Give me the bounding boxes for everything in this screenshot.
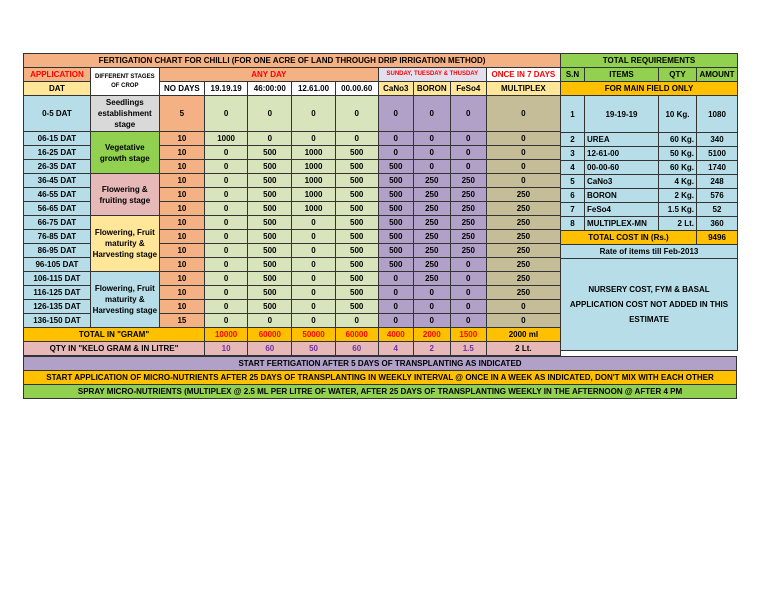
header-col: CaNo3	[378, 82, 413, 96]
cell: 0	[335, 132, 378, 146]
cell: 0	[205, 202, 248, 216]
row-dat: 16-25 DAT	[24, 146, 91, 160]
header-col: FeSo4	[450, 82, 486, 96]
header-no-days: NO DAYS	[159, 82, 204, 96]
cell: 0	[205, 188, 248, 202]
header-any-day: ANY DAY	[159, 68, 378, 82]
cell: 250	[413, 244, 450, 258]
cell: 0	[486, 132, 560, 146]
total-kg-cell: 1.5	[450, 342, 486, 356]
req-amount: 5100	[697, 147, 738, 161]
cell: 500	[378, 202, 413, 216]
cell: 500	[335, 286, 378, 300]
rate-note: Rate of items till Feb-2013	[561, 245, 738, 259]
cell: 0	[335, 314, 378, 328]
req-sn: 3	[561, 147, 585, 161]
req-sn: 5	[561, 175, 585, 189]
cell: 1000	[292, 160, 335, 174]
footer-note: SPRAY MICRO-NUTRIENTS (MULTIPLEX @ 2.5 ML PER LITRE OF WATER, AFTER 25 DAYS OF TRANSPLANTING WEEKLY IN THE AFTERNOON @ AFTER 4 PM	[24, 385, 737, 399]
total-cost-label: TOTAL COST IN (Rs.)	[561, 231, 697, 245]
req-qty: 60 Kg.	[659, 161, 697, 175]
row-days: 15	[159, 314, 204, 328]
row-dat: 136-150 DAT	[24, 314, 91, 328]
header-once-in-7-days: ONCE IN 7 DAYS	[486, 68, 560, 82]
cell: 0	[205, 286, 248, 300]
cell: 1000	[292, 174, 335, 188]
row-days: 10	[159, 258, 204, 272]
cell: 250	[450, 202, 486, 216]
cell: 250	[486, 244, 560, 258]
cell: 0	[413, 160, 450, 174]
req-qty: 2 Kg.	[659, 189, 697, 203]
req-item: FeSo4	[585, 203, 659, 217]
total-gram-cell: 10000	[205, 328, 248, 342]
cell: 500	[335, 300, 378, 314]
cell: 500	[335, 216, 378, 230]
req-item: MULTIPLEX-MN	[585, 217, 659, 231]
total-kg-cell: 4	[378, 342, 413, 356]
stage-cell: Flowering & fruiting stage	[90, 174, 159, 216]
cell: 0	[205, 216, 248, 230]
req-col-items: ITEMS	[585, 68, 659, 82]
cell: 0	[292, 286, 335, 300]
cell: 500	[378, 174, 413, 188]
cell: 0	[292, 314, 335, 328]
row-days: 10	[159, 132, 204, 146]
stage-cell: Flowering, Fruit maturity & Harvesting stage	[90, 272, 159, 328]
cell: 0	[292, 230, 335, 244]
cell: 250	[450, 216, 486, 230]
req-item: BORON	[585, 189, 659, 203]
req-amount: 248	[697, 175, 738, 189]
header-col: 00.00.60	[335, 82, 378, 96]
chart-title: FERTIGATION CHART FOR CHILLI (FOR ONE ACRE OF LAND THROUGH DRIP IRRIGATION METHOD)	[24, 54, 561, 68]
cell: 250	[450, 230, 486, 244]
cell: 500	[378, 160, 413, 174]
cell: 500	[378, 230, 413, 244]
req-amount: 576	[697, 189, 738, 203]
req-qty: 10 Kg.	[659, 96, 697, 133]
cell: 250	[486, 188, 560, 202]
row-days: 10	[159, 160, 204, 174]
cell: 0	[378, 96, 413, 132]
total-kg-label: QTY IN "KELO GRAM & IN LITRE"	[24, 342, 205, 356]
cell: 250	[450, 174, 486, 188]
requirements-title: TOTAL REQUIREMENTS	[561, 54, 738, 68]
cell: 0	[378, 314, 413, 328]
req-col-qty: QTY	[659, 68, 697, 82]
cell: 0	[292, 244, 335, 258]
cell: 0	[292, 132, 335, 146]
cell: 250	[413, 230, 450, 244]
cell: 250	[450, 244, 486, 258]
req-amount: 360	[697, 217, 738, 231]
row-days: 5	[159, 96, 204, 132]
total-gram-cell: 1500	[450, 328, 486, 342]
row-dat: 116-125 DAT	[24, 286, 91, 300]
cell: 500	[335, 244, 378, 258]
cell: 500	[335, 202, 378, 216]
cell: 0	[205, 96, 248, 132]
cell: 0	[205, 174, 248, 188]
req-col-amount: AMOUNT	[697, 68, 738, 82]
cell: 1000	[292, 146, 335, 160]
cell: 250	[486, 230, 560, 244]
cell: 500	[248, 286, 292, 300]
cell: 0	[248, 314, 292, 328]
cell: 0	[292, 216, 335, 230]
requirements-table	[560, 53, 738, 351]
cell: 500	[248, 272, 292, 286]
cell: 500	[378, 216, 413, 230]
cell: 0	[205, 258, 248, 272]
row-days: 10	[159, 188, 204, 202]
row-dat: 106-115 DAT	[24, 272, 91, 286]
cell: 500	[335, 160, 378, 174]
req-amount: 340	[697, 133, 738, 147]
cell: 250	[413, 174, 450, 188]
cell: 0	[205, 160, 248, 174]
cell: 0	[205, 272, 248, 286]
cell: 0	[486, 300, 560, 314]
req-sn: 1	[561, 96, 585, 133]
header-col: MULTIPLEX	[486, 82, 560, 96]
row-days: 10	[159, 202, 204, 216]
cell: 0	[450, 160, 486, 174]
total-gram-cell: 60000	[335, 328, 378, 342]
cell: 250	[486, 216, 560, 230]
cell: 250	[486, 202, 560, 216]
header-col: 46:00:00	[248, 82, 292, 96]
cell: 0	[413, 132, 450, 146]
cell: 0	[486, 146, 560, 160]
cell: 500	[248, 160, 292, 174]
row-dat: 36-45 DAT	[24, 174, 91, 188]
cell: 0	[205, 146, 248, 160]
total-kg-cell: 2	[413, 342, 450, 356]
cell: 500	[335, 188, 378, 202]
req-item: 12-61-00	[585, 147, 659, 161]
cell: 0	[292, 258, 335, 272]
total-gram-cell: 4000	[378, 328, 413, 342]
cell: 500	[248, 216, 292, 230]
cell: 0	[413, 146, 450, 160]
req-sn: 2	[561, 133, 585, 147]
req-amount: 1080	[697, 96, 738, 133]
header-col: 19.19.19	[205, 82, 248, 96]
req-col-sn: S.N	[561, 68, 585, 82]
cell: 0	[413, 96, 450, 132]
fertigation-table	[23, 53, 561, 356]
total-kg-cell: 2 Lt.	[486, 342, 560, 356]
row-days: 10	[159, 230, 204, 244]
header-sun-tue-thu: SUNDAY, TUESDAY & THUSDAY	[378, 68, 486, 82]
row-days: 10	[159, 286, 204, 300]
cell: 0	[450, 314, 486, 328]
cell: 0	[413, 286, 450, 300]
req-qty: 50 Kg.	[659, 147, 697, 161]
header-different-stages: DIFFERENT STAGES OF CROP	[90, 68, 159, 96]
req-item: 00-00-60	[585, 161, 659, 175]
req-item: 19-19-19	[585, 96, 659, 133]
row-dat: 46-55 DAT	[24, 188, 91, 202]
stage-cell: Vegetative growth stage	[90, 132, 159, 174]
row-days: 10	[159, 300, 204, 314]
row-days: 10	[159, 244, 204, 258]
row-dat: 86-95 DAT	[24, 244, 91, 258]
cell: 250	[486, 272, 560, 286]
cell: 0	[450, 132, 486, 146]
row-dat: 66-75 DAT	[24, 216, 91, 230]
total-kg-cell: 10	[205, 342, 248, 356]
req-sn: 7	[561, 203, 585, 217]
cell: 0	[378, 272, 413, 286]
header-col: BORON	[413, 82, 450, 96]
cell: 0	[378, 146, 413, 160]
cell: 250	[413, 216, 450, 230]
row-days: 10	[159, 272, 204, 286]
req-qty: 4 Kg.	[659, 175, 697, 189]
row-days: 10	[159, 216, 204, 230]
row-dat: 0-5 DAT	[24, 96, 91, 132]
cell: 250	[486, 286, 560, 300]
total-kg-cell: 60	[248, 342, 292, 356]
cell: 0	[292, 96, 335, 132]
cell: 0	[205, 300, 248, 314]
cell: 0	[450, 258, 486, 272]
cell: 0	[486, 96, 560, 132]
req-qty: 60 Kg.	[659, 133, 697, 147]
cell: 0	[378, 300, 413, 314]
footer-notes	[23, 356, 737, 399]
cell: 0	[292, 300, 335, 314]
cell: 0	[378, 286, 413, 300]
cell: 0	[248, 96, 292, 132]
header-col: 12.61.00	[292, 82, 335, 96]
row-days: 10	[159, 146, 204, 160]
cell: 0	[413, 314, 450, 328]
cell: 500	[335, 146, 378, 160]
stage-cell: Flowering, Fruit maturity & Harvesting stage	[90, 216, 159, 272]
total-kg-cell: 50	[292, 342, 335, 356]
cell: 0	[450, 272, 486, 286]
cell: 0	[486, 314, 560, 328]
row-dat: 26-35 DAT	[24, 160, 91, 174]
cell: 250	[413, 258, 450, 272]
cell: 0	[248, 132, 292, 146]
total-gram-cell: 60000	[248, 328, 292, 342]
cell: 500	[248, 146, 292, 160]
cell: 500	[378, 258, 413, 272]
req-qty: 1.5 Kg.	[659, 203, 697, 217]
cell: 0	[292, 272, 335, 286]
cell: 250	[413, 202, 450, 216]
cell: 500	[378, 244, 413, 258]
cell: 1000	[205, 132, 248, 146]
cell: 500	[248, 188, 292, 202]
cell: 500	[378, 188, 413, 202]
total-gram-cell: 2000 ml	[486, 328, 560, 342]
stage-cell: Seedlings establishment stage	[90, 96, 159, 132]
cell: 500	[248, 202, 292, 216]
requirements-subtitle: FOR MAIN FIELD ONLY	[561, 82, 738, 96]
cell: 0	[413, 300, 450, 314]
cell: 0	[450, 286, 486, 300]
req-sn: 4	[561, 161, 585, 175]
header-application: APPLICATION	[24, 68, 91, 82]
cell: 0	[205, 314, 248, 328]
cell: 250	[450, 188, 486, 202]
req-item: CaNo3	[585, 175, 659, 189]
cell: 1000	[292, 188, 335, 202]
cell: 500	[335, 258, 378, 272]
row-dat: 06-15 DAT	[24, 132, 91, 146]
footer-note: START FERTIGATION AFTER 5 DAYS OF TRANSPLANTING AS INDICATED	[24, 357, 737, 371]
cell: 500	[248, 174, 292, 188]
cell: 0	[205, 230, 248, 244]
req-qty: 2 Lt.	[659, 217, 697, 231]
req-item: UREA	[585, 133, 659, 147]
req-sn: 6	[561, 189, 585, 203]
row-dat: 76-85 DAT	[24, 230, 91, 244]
req-amount: 1740	[697, 161, 738, 175]
cell: 500	[335, 230, 378, 244]
row-dat: 96-105 DAT	[24, 258, 91, 272]
estimate-note: NURSERY COST, FYM & BASAL APPLICATION COST NOT ADDED IN THIS ESTIMATE	[561, 259, 738, 351]
total-cost-value: 9496	[697, 231, 738, 245]
cell: 500	[248, 258, 292, 272]
cell: 0	[450, 300, 486, 314]
req-sn: 8	[561, 217, 585, 231]
cell: 0	[335, 96, 378, 132]
total-gram-label: TOTAL IN "GRAM"	[24, 328, 205, 342]
header-dat: DAT	[24, 82, 91, 96]
cell: 0	[205, 244, 248, 258]
cell: 250	[486, 258, 560, 272]
cell: 0	[486, 174, 560, 188]
cell: 0	[450, 146, 486, 160]
cell: 0	[378, 132, 413, 146]
cell: 500	[248, 244, 292, 258]
cell: 500	[335, 272, 378, 286]
cell: 1000	[292, 202, 335, 216]
cell: 250	[413, 272, 450, 286]
req-amount: 52	[697, 203, 738, 217]
total-gram-cell: 2000	[413, 328, 450, 342]
cell: 500	[248, 300, 292, 314]
footer-note: START APPLICATION OF MICRO-NUTRIENTS AFTER 25 DAYS OF TRANSPLANTING IN WEEKLY INTERVAL @ ONCE IN A WEEK AS INDICATED, DON'T MIX WITH EACH OTHER	[24, 371, 737, 385]
cell: 500	[335, 174, 378, 188]
cell: 0	[486, 160, 560, 174]
total-kg-cell: 60	[335, 342, 378, 356]
cell: 0	[450, 96, 486, 132]
row-days: 10	[159, 174, 204, 188]
cell: 250	[413, 188, 450, 202]
total-gram-cell: 50000	[292, 328, 335, 342]
row-dat: 126-135 DAT	[24, 300, 91, 314]
cell: 500	[248, 230, 292, 244]
row-dat: 56-65 DAT	[24, 202, 91, 216]
